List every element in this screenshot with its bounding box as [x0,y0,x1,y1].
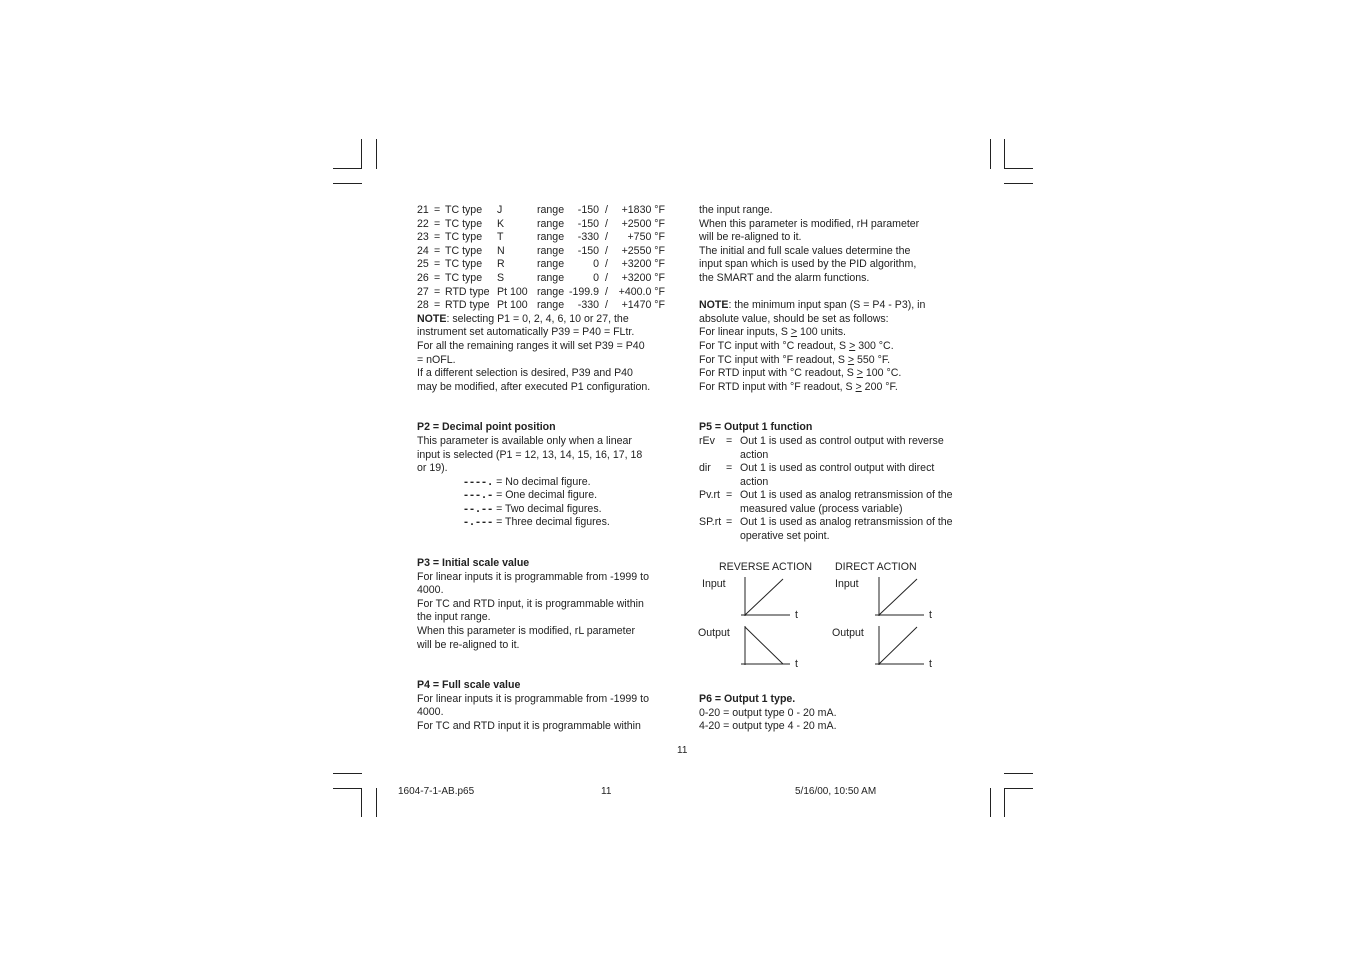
table-cell-range: range [537,217,565,230]
option-item: rEv = Out 1 is used as control output with reverse action [699,434,944,461]
table-cell-lo: 0 [593,258,599,271]
note-1: NOTE: selecting P1 = 0, 2, 4, 6, 10 or 27, the instrument set automatically P39 = P40 = FLtr. For all the remaining ranges it will set P39 = P40 = nOFL. If a different selection is desired, P39 and P40 may be modified, after executed P1 configuration. [417,312,651,393]
table-cell-kind: TC type [445,204,483,216]
min-span-list [699,326,959,394]
p2-heading: P2 = Decimal point position [417,421,556,434]
list-item: For TC input with °F readout, S > 550 °F. [699,353,891,366]
table-cell-eq: = [434,231,441,244]
table-cell-type: Pt 100 [497,285,528,298]
table-cell-lo: -330 [577,231,599,244]
table-row [417,299,672,313]
table-row [417,258,672,272]
p4-description: For linear inputs it is programmable from -1999 to 4000. For TC and RTD input it is programmable within [417,692,649,732]
option-item: Pv.rt = Out 1 is used as analog retransmission of the measured value (process variable) [699,489,953,515]
table-cell-type: R [497,258,505,271]
display-symbol: -.--- [463,517,494,529]
table-cell-code: 21 [417,204,429,216]
list-item: For TC input with °C readout, S > 300 °C. [699,339,894,352]
table-row [417,218,672,232]
p6-section [699,693,959,734]
table-cell-hi: +1470 °F [621,299,665,312]
table-cell-lo: -330 [577,299,599,312]
p3-heading: P3 = Initial scale value [417,557,530,570]
table-cell-hi: +2500 °F [621,217,665,230]
decimal-options [417,476,672,530]
table-cell-kind: TC type [445,231,483,244]
list-item: For linear inputs, S > 100 units. [699,326,846,339]
input-label-direct: Input [835,578,859,590]
table-cell-kind: TC type [445,244,483,257]
table-cell-code: 25 [417,258,429,271]
table-cell-eq: = [434,299,441,312]
decimal-option: ----. = No decimal figure. [463,475,591,488]
option-item: SP.rt = Out 1 is used as analog retransmission of the operative set point. [699,516,953,543]
scale-text: the input range. When this parameter is modified, rH parameter will be re-aligned to it. The initial and full scale values determine the input span which is used by the PID algorithm, the SMART and the alarm functions. [699,204,920,284]
list-item: For RTD input with °F readout, S > 200 °F. [699,380,898,393]
table-row [417,231,672,245]
table-cell-hi: +3200 °F [621,258,665,271]
table-cell-hi: +400.0 °F [618,285,665,298]
direct-action-title: DIRECT ACTION [835,561,917,573]
table-cell-kind: TC type [445,271,483,284]
page-number: 11 [677,745,688,756]
table-cell-code: 27 [417,285,429,298]
table-cell-sep: / [605,285,608,298]
note-2: NOTE: the minimum input span (S = P4 - P3), in absolute value, should be set as follows: [699,299,926,325]
table-cell-code: 28 [417,299,429,312]
t-axis-label: t [795,658,798,670]
table-cell-kind: TC type [445,217,483,230]
footer-date: 5/16/00, 10:50 AM [795,786,877,797]
table-cell-type: J [497,204,503,216]
table-cell-code: 23 [417,231,429,244]
footer-file: 1604-7-1-AB.p65 [398,786,475,797]
table-cell-lo: 0 [593,271,599,284]
table-cell-type: N [497,244,505,257]
table-cell-range: range [537,204,565,216]
left-column [417,204,672,734]
table-cell-code: 24 [417,244,429,257]
table-cell-sep: / [605,244,608,257]
note-label: NOTE [699,299,729,312]
t-axis-label: t [929,658,932,670]
action-diagram [695,555,945,675]
decimal-option: -.--- = Three decimal figures. [463,516,610,529]
table-cell-eq: = [434,271,441,284]
note-label: NOTE [417,312,447,325]
table-cell-lo: -150 [577,244,599,257]
table-cell-code: 26 [417,271,429,284]
p3-description: For linear inputs it is programmable from -1999 to 4000. For TC and RTD input, it is programmable within the input range. When this parameter is modified, rL parameter will be re-aligned to it. [417,570,649,651]
table-cell-type: T [497,231,504,244]
table-cell-kind: TC type [445,258,483,271]
table-row [417,204,672,218]
table-row [417,272,672,286]
table-cell-sep: / [605,217,608,230]
p5-options [699,435,959,544]
input-label-reverse: Input [702,578,726,590]
p6-description: 0-20 = output type 0 - 20 mA. 4-20 = output type 4 - 20 mA. [699,706,837,733]
reverse-input-graph [741,577,790,616]
table-cell-hi: +3200 °F [621,271,665,284]
table-cell-eq: = [434,217,441,230]
table-cell-range: range [537,271,565,284]
table-cell-type: Pt 100 [497,299,528,312]
table-cell-range: range [537,258,565,271]
table-cell-sep: / [605,204,608,216]
p6-heading: P6 = Output 1 type. [699,693,796,705]
tc-range-table [417,204,672,313]
table-cell-sep: / [605,299,608,312]
decimal-option: --.-- = Two decimal figures. [463,502,602,515]
p2-description: This parameter is available only when a linear input is selected (P1 = 12, 13, 14, 15, 16, 17, 18 or 19). [417,434,643,475]
table-cell-range: range [537,244,565,257]
table-cell-eq: = [434,258,441,271]
right-column [699,204,959,544]
p5-heading: P5 = Output 1 function [699,421,813,434]
display-symbol: ----. [463,476,494,488]
reverse-output-graph [741,626,790,665]
direct-input-graph [875,577,924,616]
table-cell-sep: / [605,231,608,244]
table-cell-lo: -150 [577,217,599,230]
display-symbol: --.-- [463,503,494,515]
table-cell-eq: = [434,204,441,216]
p4-heading: P4 = Full scale value [417,679,521,692]
table-cell-hi: +2550 °F [621,244,665,257]
table-cell-lo: -150 [577,204,599,216]
output-label-reverse: Output [698,627,730,639]
decimal-option: ---.- = One decimal figure. [463,489,598,502]
option-item: dir = Out 1 is used as control output with direct action [699,462,935,488]
table-cell-hi: +750 °F [627,231,665,244]
table-cell-range: range [537,285,565,298]
table-cell-kind: RTD type [445,285,490,298]
table-cell-eq: = [434,285,441,298]
table-cell-kind: RTD type [445,299,490,312]
table-cell-sep: / [605,258,608,271]
table-cell-code: 22 [417,217,429,230]
table-row [417,286,672,300]
table-cell-hi: +1830 °F [621,204,665,216]
table-cell-range: range [537,231,565,244]
table-cell-eq: = [434,244,441,257]
output-label-direct: Output [832,627,864,639]
t-axis-label: t [929,609,932,621]
footer-page: 11 [601,786,612,797]
table-cell-sep: / [605,271,608,284]
display-symbol: ---.- [463,490,494,502]
table-row [417,245,672,259]
table-cell-type: K [497,217,505,230]
table-cell-lo: -199.9 [568,285,599,298]
table-cell-range: range [537,299,565,312]
reverse-action-title: REVERSE ACTION [719,561,813,573]
table-cell-type: S [497,271,505,284]
list-item: For RTD input with °C readout, S > 100 °C. [699,367,902,380]
direct-output-graph [875,626,924,665]
t-axis-label: t [795,609,798,621]
